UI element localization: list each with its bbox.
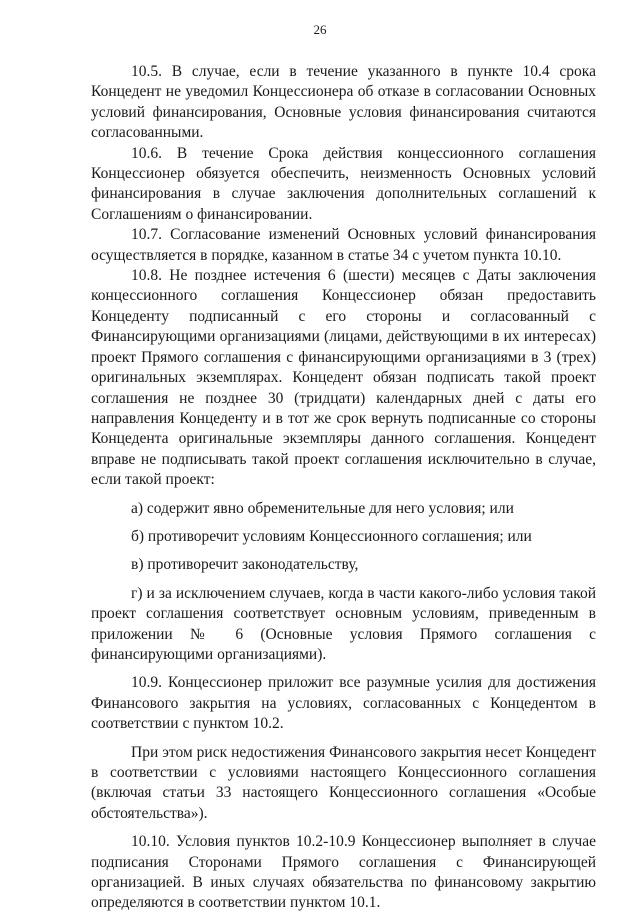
paragraph-10-7: 10.7. Согласование изменений Основных условий финансирования осуществляется в порядке, казанном в статье 34 с учетом пункта 10.10. [91,226,596,264]
document-body [91,62,596,914]
paragraph-10-10: 10.10. Условия пунктов 10.2-10.9 Концессионер выполняет в случае подписания Сторонами Прямого соглашения с Финансирующей организацией. В иных случаях обязательства по финансовому закрытию определяются в соответствии пунктом 10.1. [91,833,596,912]
page-number: 26 [313,22,327,37]
paragraph-risk: При этом риск недостижения Финансового закрытия несет Концедент в соответствии с условиями настоящего Концессионного соглашения (включая статьи 33 настоящего Концессионного соглашения «Особые обстоятельства»). [91,743,596,822]
list-item-v: в) противоречит законодательству, [131,556,359,574]
list-item-a: а) содержит явно обременительные для него условия; или [131,499,514,517]
list-item-g: г) и за исключением случаев, когда в части какого-либо условия такой проект соглашения соответствует основным условиям, приведенным в приложении № 6 (Основные условия Прямого соглашения с финансирующими организациями). [91,584,596,663]
paragraph-10-9: 10.9. Концессионер приложит все разумные усилия для достижения Финансового закрытия на условиях, согласованных с Концедентом в соответствии с пунктом 10.2. [91,674,596,733]
paragraph-10-5: 10.5. В случае, если в течение указанного в пункте 10.4 срока Концедент не уведомил Концессионера об отказе в согласовании Основных условий финансирования, Основные условия финансирования считаются согласованными. [91,63,596,142]
paragraph-10-6: 10.6. В течение Срока действия концессионного соглашения Концессионер обязуется обеспечить, неизменность Основных условий финансирования в случае заключения дополнительных соглашений к Соглашениям о финансировании. [91,144,596,223]
list-item-b: б) противоречит условиям Концессионного соглашения; или [131,527,532,545]
paragraph-10-8: 10.8. Не позднее истечения 6 (шести) месяцев с Даты заключения концессионного соглашения Концессионер обязан предоставить Концеденту подписанный с его стороны и согласованный с Финансирующими организациями (лицами, действующими в их интересах) проект Прямого соглашения с финансирующими организациями в 3 (трех) оригинальных экземплярах. Концедент обязан подписать такой проект соглашения не позднее 30 (тридцати) календарных дней с даты его направления Концеденту и в тот же срок вернуть подписанные со стороны Концедента оригинальные экземпляры данного соглашения. Концедент вправе не подписывать такой проект соглашения исключительно в случае, если такой проект: [91,267,596,489]
